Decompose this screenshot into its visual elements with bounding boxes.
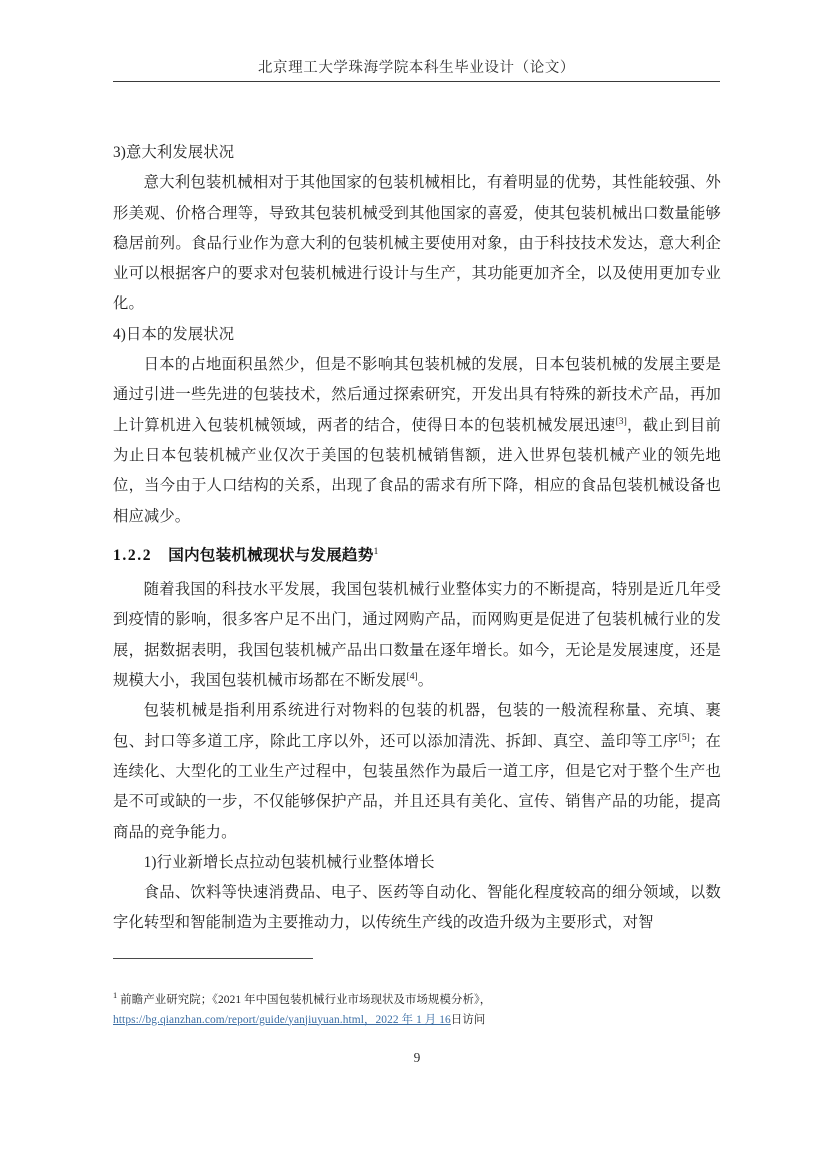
list-item-growth-heading: 1)行业新增长点拉动包装机械行业整体增长 — [143, 853, 435, 871]
page-number: 9 — [413, 1050, 421, 1065]
paragraph-japan-text-a: 日本的占地面积虽然少，但是不影响其包装机械的发展，日本包装机械的发展主要是通过引进一些先进的包装技术，然后通过探索研究，开发出具有特殊的新技术产品，再加上计算机进入包装机械领域，两者的结合，使得日本的包装机械发展迅速 — [113, 356, 721, 434]
footnote-reference-marker: 1 — [373, 545, 379, 557]
header-title: 北京理工大学珠海学院本科生毕业设计（论文） — [257, 60, 576, 76]
footnote-divider — [113, 958, 313, 959]
list-item-japan-heading: 4)日本的发展状况 — [113, 325, 235, 343]
paragraph-japan — [113, 350, 721, 532]
paragraph-definition — [113, 696, 721, 847]
footnote-source-text: 前瞻产业研究院；《2021 年中国包装机械行业市场现状及市场规模分析》， — [120, 994, 492, 1006]
section-heading-1-2-2 — [113, 541, 721, 571]
footnote-entry — [113, 991, 721, 1030]
paragraph-domestic — [113, 575, 721, 696]
document-body — [113, 138, 721, 939]
paragraph-domestic-text-a: 随着我国的科技水平发展，我国包装机械行业整体实力的不断提高，特别是近几年受到疫情的影响，很多客户足不出门，通过网购产品，而网购更是促进了包装机械行业的发展，据数据表明，我国包装机械产品出口数量在逐年增长。如今，无论是发展速度，还是规模大小，我国包装机械市场都在不断发展 — [113, 581, 721, 690]
citation-marker-3: [3] — [615, 415, 627, 427]
paragraph-japan-text-b: ，截止到目前为止日本包装机械产业仅次于美国的包装机械销售额，进入世界包装机械产业的领先地位，当今由于人口结构的关系，出现了食品的需求有所下降，相应的食品包装机械设备也相应减少。 — [113, 416, 721, 525]
section-heading-number: 1.2.2 — [113, 546, 153, 564]
footnote-access-date: 2022 年 1 月 16 — [375, 1013, 451, 1026]
header-divider — [113, 81, 720, 82]
footnote-number: 1 — [113, 991, 118, 1001]
citation-marker-4: [4] — [406, 670, 418, 682]
paragraph-domestic-text-b: 。 — [417, 672, 434, 690]
running-header — [113, 58, 720, 82]
citation-marker-5: [5] — [678, 731, 690, 743]
footnote-area — [113, 958, 721, 1030]
paragraph-growth: 食品、饮料等快速消费品、电子、医药等自动化、智能化程度较高的细分领域，以数字化转型和智能制造为主要推动力，以传统生产线的改造升级为主要形式，对智 — [113, 884, 721, 932]
heading-spacer — [113, 532, 721, 541]
section-heading-text: 国内包装机械现状与发展趋势 — [168, 546, 374, 564]
footnote-url-link[interactable]: https://bg.qianzhan.com/report/guide/yanjiuyuan.html， — [113, 1013, 376, 1026]
footnote-access-suffix: 日访问 — [450, 1013, 486, 1026]
paragraph-italy: 意大利包装机械相对于其他国家的包装机械相比，有着明显的优势，其性能较强、外形美观、价格合理等，导致其包装机械受到其他国家的喜爱，使其包装机械出口数量能够稳居前列。食品行业作为意大利的包装机械主要使用对象，由于科技技术发达，意大利企业可以根据客户的要求对包装机械进行设计与生产，其功能更加齐全，以及使用更加专业化。 — [113, 174, 721, 313]
paragraph-definition-text-b: ；在连续化、大型化的工业生产过程中，包装虽然作为最后一道工序，但是它对于整个生产也是不可或缺的一步，不仅能够保护产品，并且还具有美化、宣传、销售产品的功能，提高商品的竞争能力。 — [113, 732, 721, 841]
paragraph-definition-text-a: 包装机械是指利用系统进行对物料的包装的机器，包装的一般流程称量、充填、裹包、封口等多道工序，除此工序以外，还可以添加清洗、拆卸、真空、盖印等工序 — [113, 702, 721, 750]
list-item-italy-heading: 3)意大利发展状况 — [113, 144, 235, 161]
